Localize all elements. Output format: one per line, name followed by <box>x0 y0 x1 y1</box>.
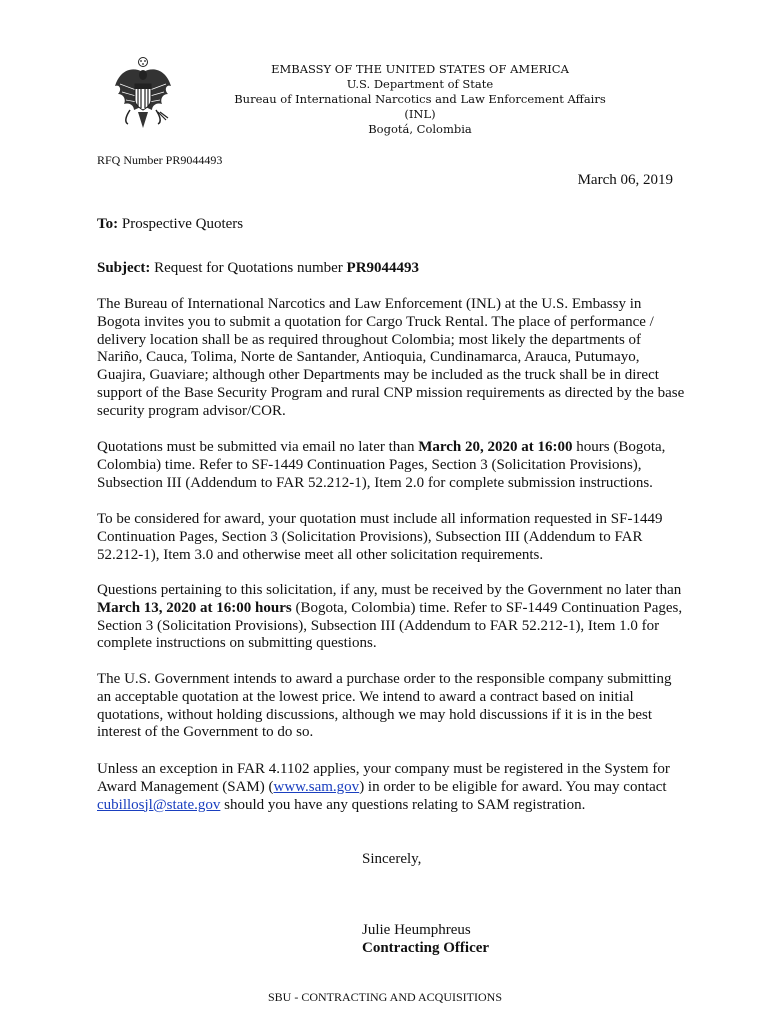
signer-title: Contracting Officer <box>362 940 490 956</box>
para6-text-3: should you have any questions relating to SAM registration. <box>220 796 586 813</box>
para4-text-after: (Bogota, Colombia) time. Refer to SF-1449 Continuation Pages, Section 3 (Solicitation Provisions), Subsection III (Addendum to FAR 52.212-1), Item 1.0 for complete instructions on submitting questions. <box>97 599 683 652</box>
letterhead-department: U.S. Department of State <box>346 77 494 91</box>
subject-number: PR9044493 <box>346 260 420 276</box>
to-value: Prospective Quoters <box>118 216 244 232</box>
paragraph-questions-deadline <box>97 582 685 653</box>
paragraph-submission-deadline <box>97 439 685 492</box>
contact-email-link[interactable]: cubillosjl@state.gov <box>97 796 221 813</box>
para2-text-after: hours (Bogota, Colombia) time. Refer to SF-1449 Continuation Pages, Section 3 (Solicitation Provisions), Subsection III (Addendum to FAR 52.212-1), Item 2.0 for complete submission instructions. <box>97 439 666 491</box>
letter-date: March 06, 2019 <box>577 172 673 188</box>
eagle-seal-icon <box>112 56 174 140</box>
subject-line <box>97 260 685 278</box>
closing: Sincerely, <box>362 851 422 867</box>
subject-label: Subject: <box>97 260 151 276</box>
letterhead-bureau: Bureau of International Narcotics and Law Enforcement Affairs (INL) <box>234 92 606 121</box>
paragraph-sam-registration <box>97 761 685 814</box>
para4-text-before: Questions pertaining to this solicitation, if any, must be received by the Government no later than <box>97 582 682 598</box>
letterhead <box>230 62 610 137</box>
sam-website-link[interactable]: www.sam.gov <box>273 778 360 795</box>
rfq-number: RFQ Number PR9044493 <box>97 153 223 167</box>
para6-text-2: ) in order to be eligible for award. You may contact <box>359 778 667 795</box>
subject-text: Request for Quotations number <box>150 260 347 276</box>
to-label: To: <box>97 216 119 232</box>
page-footer: SBU - CONTRACTING AND ACQUISITIONS <box>267 990 502 1004</box>
paragraph-intro: The Bureau of International Narcotics and Law Enforcement (INL) at the U.S. Embassy in Bogota invites you to submit a quotation for Cargo Truck Rental. The place of performance / delivery location shall be as required throughout Colombia; most likely the departments of Nariño, Cauca, Tolima, Norte de Santander, Antioquia, Cundinamarca, Arauca, Putumayo, Guajira, Guaviare; although other Departments may be included as the truck shall be in direct support of the Base Security Program and rural CNP mission requirements as directed by the base security program advisor/COR. <box>97 296 685 419</box>
letterhead-embassy: EMBASSY OF THE UNITED STATES OF AMERICA <box>271 62 569 76</box>
paragraph-award-intent: The U.S. Government intends to award a purchase order to the responsible company submitting an acceptable quotation at the lowest price. We intend to award a contract based on initial quotations, without holding discussions, although we may hold discussions if it is in the best interest of the Government to do so. <box>97 671 672 741</box>
submission-deadline: March 20, 2020 at 16:00 <box>418 439 573 455</box>
letterhead-city: Bogotá, Colombia <box>368 122 472 136</box>
para6-text-1: Unless an exception in FAR 4.1102 applies, your company must be registered in the System for Award Management (SAM) ( <box>97 761 670 795</box>
paragraph-award-requirements: To be considered for award, your quotation must include all information requested in SF-1449 Continuation Pages, Section 3 (Solicitation Provisions), Subsection III (Addendum to FAR 52.212-1), Item 3.0 and otherwise meet all other solicitation requirements. <box>97 511 663 563</box>
signer-name: Julie Heumphreus <box>362 922 471 938</box>
recipient-line <box>97 216 685 234</box>
para2-text-before: Quotations must be submitted via email no later than <box>97 439 419 455</box>
questions-deadline: March 13, 2020 at 16:00 hours <box>97 599 292 616</box>
